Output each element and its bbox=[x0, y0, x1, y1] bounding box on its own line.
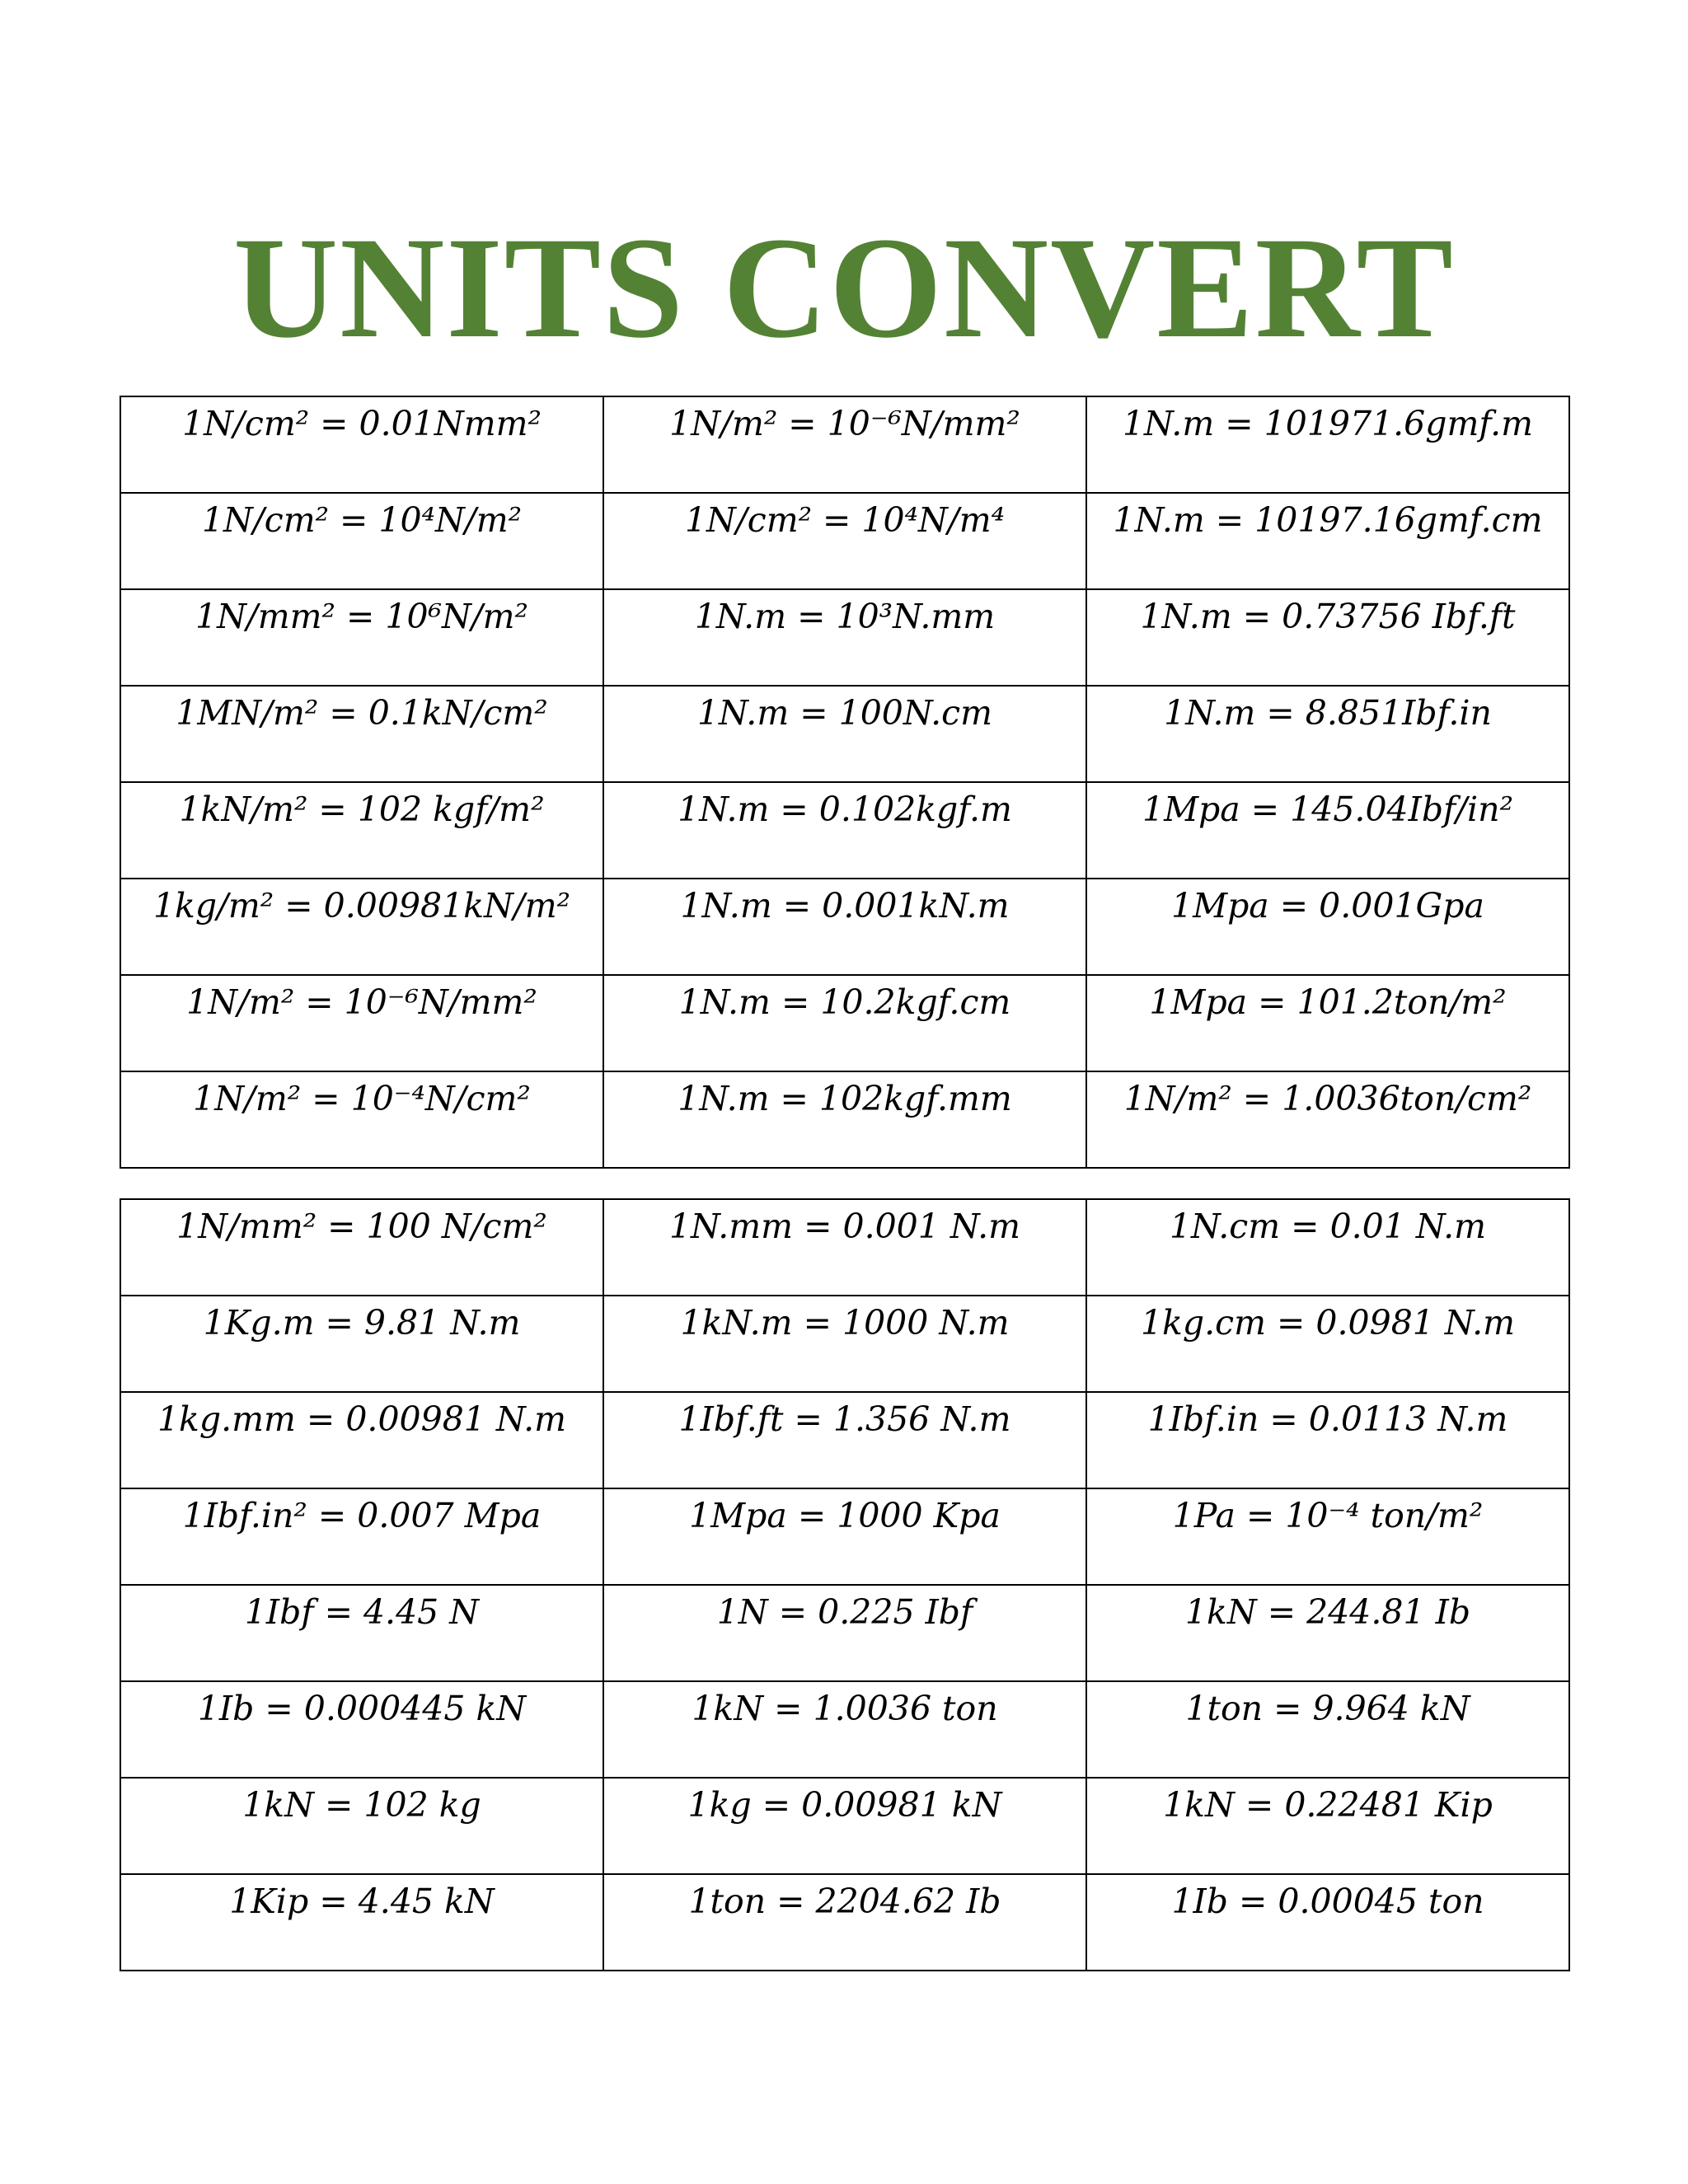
table-row bbox=[120, 1199, 1569, 1296]
conversion-cell: 1kg = 0.00981 kN bbox=[603, 1778, 1086, 1874]
page-title: UNITS CONVERT bbox=[233, 208, 1455, 368]
conversion-cell: 1ton = 2204.62 Ib bbox=[603, 1874, 1086, 1971]
conversion-cell: 1N.m = 10197.16gmf.cm bbox=[1086, 493, 1569, 589]
conversion-cell: 1Ibf.ft = 1.356 N.m bbox=[603, 1392, 1086, 1488]
conversion-cell: 1N.m = 101971.6gmf.m bbox=[1086, 396, 1569, 493]
conversion-cell: 1Kip = 4.45 kN bbox=[120, 1874, 603, 1971]
table-row bbox=[120, 1778, 1569, 1874]
conversion-cell: 1N/m² = 1.0036ton/cm² bbox=[1086, 1071, 1569, 1168]
conversion-cell: 1MN/m² = 0.1kN/cm² bbox=[120, 686, 603, 782]
conversion-cell: 1N/cm² = 0.01Nmm² bbox=[120, 396, 603, 493]
table-row bbox=[120, 396, 1569, 493]
conversion-cell: 1kN = 0.22481 Kip bbox=[1086, 1778, 1569, 1874]
table-row bbox=[120, 493, 1569, 589]
conversion-table-2 bbox=[120, 1198, 1570, 1971]
conversion-cell: 1Ibf.in = 0.0113 N.m bbox=[1086, 1392, 1569, 1488]
conversion-cell: 1Ibf.in² = 0.007 Mpa bbox=[120, 1488, 603, 1585]
conversion-cell: 1Kg.m = 9.81 N.m bbox=[120, 1296, 603, 1392]
conversion-cell: 1N.m = 0.001kN.m bbox=[603, 879, 1086, 975]
conversion-cell: 1kg/m² = 0.00981kN/m² bbox=[120, 879, 603, 975]
conversion-cell: 1N/m² = 10⁻⁴N/cm² bbox=[120, 1071, 603, 1168]
conversion-cell: 1N/cm² = 10⁴N/m² bbox=[120, 493, 603, 589]
conversion-cell: 1N/mm² = 100 N/cm² bbox=[120, 1199, 603, 1296]
conversion-cell: 1N/cm² = 10⁴N/m⁴ bbox=[603, 493, 1086, 589]
conversion-cell: 1Mpa = 101.2ton/m² bbox=[1086, 975, 1569, 1071]
conversion-cell: 1Ib = 0.00045 ton bbox=[1086, 1874, 1569, 1971]
conversion-table-body bbox=[120, 396, 1569, 1168]
conversion-cell: 1kN = 1.0036 ton bbox=[603, 1681, 1086, 1778]
conversion-cell: 1N.m = 10³N.mm bbox=[603, 589, 1086, 686]
conversion-cell: 1kN = 102 kg bbox=[120, 1778, 603, 1874]
table-row bbox=[120, 1392, 1569, 1488]
conversion-cell: 1kN = 244.81 Ib bbox=[1086, 1585, 1569, 1681]
conversion-cell: 1N.m = 100N.cm bbox=[603, 686, 1086, 782]
conversion-cell: 1N/m² = 10⁻⁶N/mm² bbox=[603, 396, 1086, 493]
table-row bbox=[120, 1071, 1569, 1168]
conversion-cell: 1ton = 9.964 kN bbox=[1086, 1681, 1569, 1778]
table-row bbox=[120, 975, 1569, 1071]
conversion-cell: 1kN.m = 1000 N.m bbox=[603, 1296, 1086, 1392]
conversion-table-1 bbox=[120, 396, 1570, 1169]
conversion-cell: 1N.mm = 0.001 N.m bbox=[603, 1199, 1086, 1296]
table-row bbox=[120, 1296, 1569, 1392]
table-row bbox=[120, 1874, 1569, 1971]
conversion-cell: 1Mpa = 0.001Gpa bbox=[1086, 879, 1569, 975]
conversion-cell: 1kN/m² = 102 kgf/m² bbox=[120, 782, 603, 879]
conversion-cell: 1N/mm² = 10⁶N/m² bbox=[120, 589, 603, 686]
table-row bbox=[120, 879, 1569, 975]
conversion-cell: 1N.m = 0.73756 Ibf.ft bbox=[1086, 589, 1569, 686]
conversion-cell: 1N.m = 102kgf.mm bbox=[603, 1071, 1086, 1168]
conversion-cell: 1N/m² = 10⁻⁶N/mm² bbox=[120, 975, 603, 1071]
conversion-cell: 1N.m = 0.102kgf.m bbox=[603, 782, 1086, 879]
conversion-cell: 1N = 0.225 Ibf bbox=[603, 1585, 1086, 1681]
conversion-cell: 1N.cm = 0.01 N.m bbox=[1086, 1199, 1569, 1296]
table-row bbox=[120, 1681, 1569, 1778]
conversion-cell: 1kg.cm = 0.0981 N.m bbox=[1086, 1296, 1569, 1392]
conversion-cell: 1kg.mm = 0.00981 N.m bbox=[120, 1392, 603, 1488]
conversion-table-body bbox=[120, 1199, 1569, 1971]
conversion-cell: 1Mpa = 145.04Ibf/in² bbox=[1086, 782, 1569, 879]
conversion-cell: 1N.m = 8.851Ibf.in bbox=[1086, 686, 1569, 782]
table-row bbox=[120, 782, 1569, 879]
conversion-cell: 1Ibf = 4.45 N bbox=[120, 1585, 603, 1681]
table-row bbox=[120, 686, 1569, 782]
conversion-cell: 1Pa = 10⁻⁴ ton/m² bbox=[1086, 1488, 1569, 1585]
conversion-cell: 1N.m = 10.2kgf.cm bbox=[603, 975, 1086, 1071]
table-row bbox=[120, 1488, 1569, 1585]
conversion-cell: 1Ib = 0.000445 kN bbox=[120, 1681, 603, 1778]
table-row bbox=[120, 589, 1569, 686]
table-row bbox=[120, 1585, 1569, 1681]
conversion-cell: 1Mpa = 1000 Kpa bbox=[603, 1488, 1086, 1585]
